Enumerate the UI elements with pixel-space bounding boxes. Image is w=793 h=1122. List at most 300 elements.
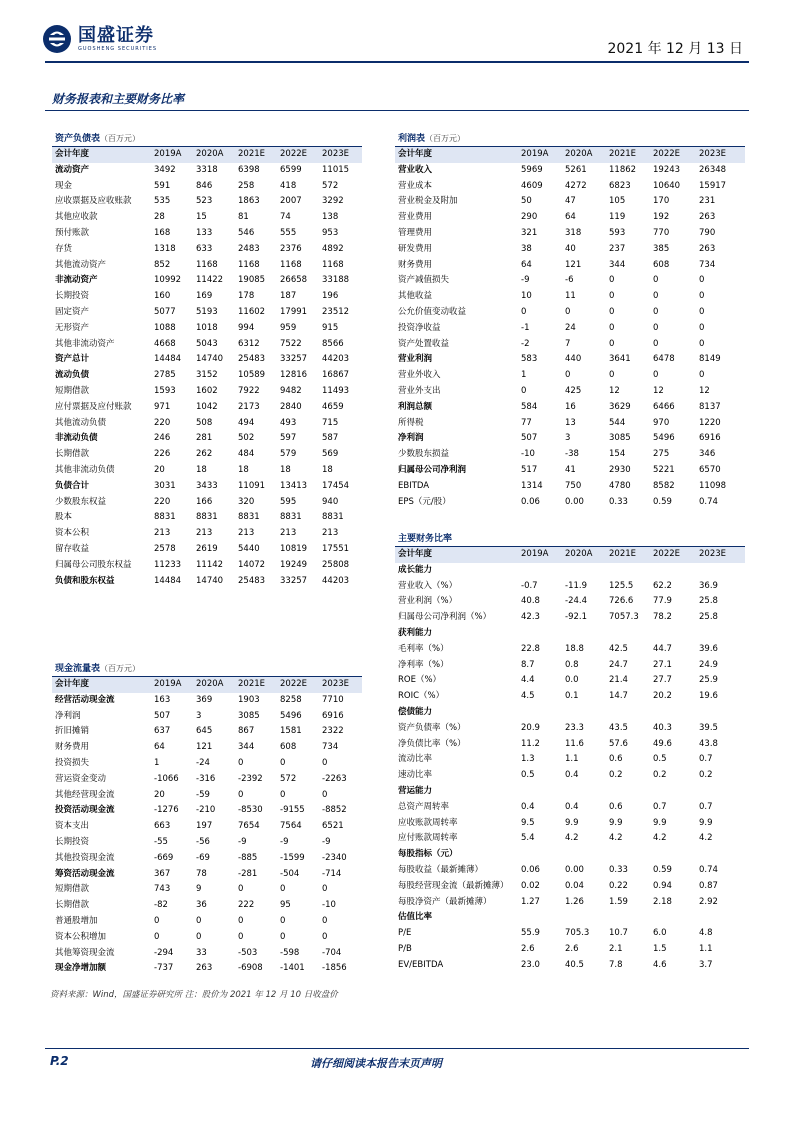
value-cell: 593 — [609, 227, 626, 238]
value-cell: 4.2 — [609, 833, 623, 844]
value-cell: 705.3 — [565, 928, 590, 939]
value-cell: 0.7 — [653, 801, 667, 812]
value-cell: 318 — [565, 227, 582, 238]
value-cell: 4668 — [154, 338, 176, 349]
table-row — [52, 352, 362, 368]
row-label-cell: 营运能力 — [398, 785, 433, 796]
table-row — [395, 194, 745, 210]
value-cell: 0.06 — [521, 496, 540, 507]
row-label-cell: 营业外支出 — [398, 385, 441, 396]
value-cell: 25483 — [238, 575, 266, 586]
row-label-cell: 短期借款 — [55, 884, 90, 895]
table-row — [395, 179, 745, 195]
value-cell: -714 — [322, 868, 342, 879]
table-row — [395, 305, 745, 321]
value-cell — [609, 563, 653, 579]
value-cell: 40 — [565, 243, 576, 254]
value-cell: 5193 — [196, 306, 218, 317]
table-row — [52, 447, 362, 463]
row-label-cell: 筹资活动现金流 — [55, 868, 115, 879]
value-cell: 18.8 — [565, 643, 584, 654]
value-cell: 846 — [196, 180, 213, 191]
value-cell: 1581 — [280, 726, 302, 737]
row-label-cell: 资产负债率（%） — [398, 722, 466, 733]
value-cell: 597 — [280, 433, 297, 444]
value-cell: 11862 — [609, 164, 637, 175]
value-cell: -1599 — [280, 852, 305, 863]
value-cell: -1276 — [154, 805, 179, 816]
value-cell: 25808 — [322, 559, 350, 570]
value-cell: 8831 — [280, 512, 302, 523]
disclaimer-text: 请仔细阅读本报告末页声明 — [310, 1057, 442, 1070]
value-cell: 2.18 — [653, 896, 672, 907]
table-row — [52, 321, 362, 337]
row-label-cell: EPS（元/股） — [398, 496, 451, 507]
value-cell: 0 — [238, 931, 244, 942]
value-cell: -1401 — [280, 963, 305, 974]
value-cell: 20.9 — [521, 722, 540, 733]
table-title-text: 利润表 — [398, 134, 426, 144]
value-cell: 213 — [322, 528, 339, 539]
header-year-cell: 2020A — [565, 549, 593, 559]
value-cell: 64 — [154, 742, 165, 753]
value-cell: 11422 — [196, 275, 224, 286]
value-cell: 11 — [565, 291, 576, 302]
value-cell: -82 — [154, 900, 168, 911]
value-cell: 213 — [196, 528, 213, 539]
value-cell: 726.6 — [609, 596, 634, 607]
value-cell — [699, 563, 745, 579]
value-cell: 1018 — [196, 322, 218, 333]
value-cell: -55 — [154, 836, 168, 847]
value-cell: 734 — [322, 742, 339, 753]
value-cell: 6570 — [699, 464, 721, 475]
report-date: 2021 年 12 月 13 日 — [607, 41, 743, 57]
row-label-cell: 营业外收入 — [398, 370, 441, 381]
value-cell — [609, 626, 653, 642]
value-cell: 0.33 — [609, 864, 628, 875]
value-cell: 24.7 — [609, 659, 628, 670]
value-cell: -9 — [280, 836, 289, 847]
table-header-row — [395, 547, 745, 563]
value-cell — [565, 563, 609, 579]
value-cell — [609, 847, 653, 863]
value-cell: 4.4 — [521, 675, 535, 686]
table-row — [395, 831, 745, 847]
header-label-cell: 会计年度 — [398, 149, 433, 159]
value-cell: 1863 — [238, 196, 260, 207]
value-cell: -2340 — [322, 852, 347, 863]
value-cell: 36.9 — [699, 580, 718, 591]
value-cell: 74 — [280, 212, 291, 223]
value-cell: 0.74 — [699, 496, 718, 507]
value-cell: 555 — [280, 227, 297, 238]
value-cell: 11015 — [322, 164, 350, 175]
table-row — [52, 851, 362, 867]
value-cell: 2578 — [154, 543, 176, 554]
header-year-cell: 2020A — [196, 679, 224, 689]
table-row — [52, 961, 362, 977]
value-cell: 10640 — [653, 180, 681, 191]
value-cell: 734 — [699, 259, 716, 270]
value-cell: 7654 — [238, 821, 260, 832]
value-cell: 12 — [653, 385, 664, 396]
value-cell: 16867 — [322, 370, 350, 381]
row-label-cell: 非流动负债 — [55, 433, 98, 444]
value-cell — [521, 910, 565, 926]
row-label-cell: 长期投资 — [55, 836, 90, 847]
table-row — [52, 724, 362, 740]
value-cell: 125.5 — [609, 580, 634, 591]
value-cell: 27.1 — [653, 659, 672, 670]
row-label-cell: 长期投资 — [55, 291, 90, 302]
header-year-cell: 2022E — [653, 549, 681, 559]
balance-sheet-table — [52, 132, 362, 589]
header-year-cell: 2020A — [565, 149, 593, 159]
value-cell: -56 — [196, 836, 210, 847]
header-year-cell: 2023E — [322, 149, 350, 159]
header-year-cell: 2019A — [154, 679, 182, 689]
row-label-cell: 净负债比率（%） — [398, 738, 466, 749]
row-label-cell: 其他非流动负债 — [55, 464, 115, 475]
value-cell: 0.7 — [699, 801, 713, 812]
value-cell: -24.4 — [565, 596, 587, 607]
value-cell: 290 — [521, 212, 538, 223]
row-label-cell: P/B — [398, 943, 412, 954]
table-row — [395, 431, 745, 447]
value-cell: 535 — [154, 196, 171, 207]
value-cell: 226 — [154, 449, 171, 460]
value-cell: 0.4 — [521, 801, 535, 812]
value-cell: 0.4 — [565, 801, 579, 812]
value-cell: 8582 — [653, 480, 675, 491]
value-cell: 231 — [699, 196, 716, 207]
table-row — [52, 479, 362, 495]
row-label-cell: 偿债能力 — [398, 706, 433, 717]
value-cell — [699, 784, 745, 800]
header-year-cell: 2019A — [154, 149, 182, 159]
value-cell: 852 — [154, 259, 171, 270]
row-label-cell: 流动比率 — [398, 754, 433, 765]
row-label-cell: EV/EBITDA — [398, 959, 444, 970]
row-label-cell: 其他应收款 — [55, 212, 98, 223]
value-cell: 213 — [238, 528, 255, 539]
row-label-cell: ROIC（%） — [398, 691, 445, 702]
value-cell: 77 — [521, 417, 532, 428]
value-cell: 1168 — [322, 259, 344, 270]
row-label-cell: 经营活动现金流 — [55, 694, 115, 705]
value-cell: 25483 — [238, 354, 266, 365]
value-cell: 0.87 — [699, 880, 718, 891]
value-cell: 154 — [609, 449, 626, 460]
value-cell: 12816 — [280, 370, 308, 381]
value-cell: 11.2 — [521, 738, 540, 749]
table-row — [52, 772, 362, 788]
value-cell: -11.9 — [565, 580, 587, 591]
value-cell: 608 — [280, 742, 297, 753]
value-cell: 11.6 — [565, 738, 584, 749]
header-year-cell: 2019A — [521, 549, 549, 559]
row-label-cell: 资产处置收益 — [398, 338, 450, 349]
value-cell: 715 — [322, 417, 339, 428]
table-row — [52, 803, 362, 819]
table-row — [52, 882, 362, 898]
row-label-cell: 资本公积 — [55, 528, 90, 539]
value-cell: -1 — [521, 322, 530, 333]
value-cell — [609, 705, 653, 721]
value-cell: 275 — [653, 449, 670, 460]
value-cell: 9.9 — [609, 817, 623, 828]
table-header-row — [395, 147, 745, 163]
value-cell: -9155 — [280, 805, 305, 816]
value-cell: 6916 — [322, 710, 344, 721]
table-row — [395, 610, 745, 626]
table-row — [52, 495, 362, 511]
value-cell: 344 — [609, 259, 626, 270]
value-cell: 7522 — [280, 338, 302, 349]
table-header-row — [52, 147, 362, 163]
value-cell: 608 — [653, 259, 670, 270]
value-cell: 0 — [609, 338, 615, 349]
value-cell: 36 — [196, 900, 207, 911]
row-label-cell: 获利能力 — [398, 627, 433, 638]
header-year-cell: 2021E — [609, 149, 637, 159]
value-cell: 14484 — [154, 575, 182, 586]
table-row — [52, 163, 362, 179]
value-cell: 0 — [280, 884, 286, 895]
value-cell: 23.3 — [565, 722, 584, 733]
table-row — [52, 463, 362, 479]
table-row — [395, 784, 745, 800]
table-row — [395, 958, 745, 974]
value-cell: 4609 — [521, 180, 543, 191]
table-row — [395, 689, 745, 705]
table-row — [395, 352, 745, 368]
value-cell: 169 — [196, 291, 213, 302]
table-title-text: 主要财务比率 — [398, 534, 453, 544]
value-cell: 5043 — [196, 338, 218, 349]
value-cell — [565, 910, 609, 926]
value-cell: 12 — [609, 385, 620, 396]
table-row — [395, 800, 745, 816]
header-year-cell: 2023E — [699, 549, 727, 559]
value-cell: 57.6 — [609, 738, 628, 749]
value-cell: 121 — [196, 742, 213, 753]
value-cell: 8831 — [154, 512, 176, 523]
value-cell: 587 — [322, 433, 339, 444]
table-row — [395, 879, 745, 895]
value-cell: 1042 — [196, 401, 218, 412]
value-cell: 0 — [280, 931, 286, 942]
value-cell: 1.27 — [521, 896, 540, 907]
value-cell: -10 — [322, 900, 336, 911]
value-cell: 64 — [565, 212, 576, 223]
row-label-cell: 公允价值变动收益 — [398, 306, 467, 317]
value-cell: 1088 — [154, 322, 176, 333]
table-row — [52, 930, 362, 946]
value-cell: 170 — [653, 196, 670, 207]
value-cell: 0 — [154, 931, 160, 942]
row-label-cell: 投资损失 — [55, 757, 90, 768]
value-cell: 508 — [196, 417, 213, 428]
value-cell: 6312 — [238, 338, 260, 349]
value-cell: 166 — [196, 496, 213, 507]
table-unit: （百万元） — [100, 664, 141, 673]
table-row — [395, 768, 745, 784]
income-statement-table — [395, 132, 745, 510]
value-cell: -504 — [280, 868, 300, 879]
value-cell: 14740 — [196, 354, 224, 365]
value-cell: -885 — [238, 852, 258, 863]
value-cell: 5496 — [280, 710, 302, 721]
value-cell: 0 — [238, 757, 244, 768]
value-cell: 16 — [565, 401, 576, 412]
value-cell: 1318 — [154, 243, 176, 254]
value-cell: 44.7 — [653, 643, 672, 654]
value-cell: 0 — [609, 370, 615, 381]
value-cell: -9 — [521, 275, 530, 286]
table-title — [395, 532, 745, 546]
value-cell: 187 — [280, 291, 297, 302]
company-logo — [42, 24, 157, 54]
value-cell: 0 — [322, 757, 328, 768]
row-label-cell: 其他投资现金流 — [55, 852, 115, 863]
row-label-cell: 其他筹资现金流 — [55, 947, 115, 958]
table-row — [395, 579, 745, 595]
value-cell: 40.8 — [521, 596, 540, 607]
table-unit: （百万元） — [425, 134, 466, 143]
value-cell: 44203 — [322, 575, 350, 586]
row-label-cell: 其他流动资产 — [55, 259, 107, 270]
value-cell: 62.2 — [653, 580, 672, 591]
row-label-cell: 净利润 — [55, 710, 81, 721]
value-cell: 15 — [196, 212, 207, 223]
value-cell: -316 — [196, 773, 216, 784]
value-cell: -598 — [280, 947, 300, 958]
table-row — [52, 400, 362, 416]
value-cell: 0 — [322, 915, 328, 926]
header-year-cell: 2023E — [699, 149, 727, 159]
value-cell: 507 — [154, 710, 171, 721]
value-cell: 3152 — [196, 370, 218, 381]
row-label-cell: 研发费用 — [398, 243, 433, 254]
value-cell: -6 — [565, 275, 574, 286]
row-label-cell: 投资活动现金流 — [55, 805, 115, 816]
value-cell: 572 — [322, 180, 339, 191]
key-ratios-table — [395, 532, 745, 974]
table-row — [52, 179, 362, 195]
row-label-cell: 留存收益 — [55, 543, 90, 554]
value-cell: 81 — [238, 212, 249, 223]
value-cell: 262 — [196, 449, 213, 460]
table-unit: （百万元） — [100, 134, 141, 143]
table-row — [395, 226, 745, 242]
value-cell: 19249 — [280, 559, 308, 570]
value-cell: 220 — [154, 496, 171, 507]
table-title — [52, 662, 362, 676]
row-label-cell: 财务费用 — [55, 742, 90, 753]
value-cell: 0.5 — [521, 770, 535, 781]
value-cell: 970 — [653, 417, 670, 428]
table-row — [395, 863, 745, 879]
value-cell: 10 — [521, 291, 532, 302]
value-cell: 25.9 — [699, 675, 718, 686]
value-cell: 346 — [699, 449, 716, 460]
value-cell: 7564 — [280, 821, 302, 832]
value-cell: 1220 — [699, 417, 721, 428]
table-row — [52, 693, 362, 709]
value-cell: 0 — [280, 757, 286, 768]
value-cell: 55.9 — [521, 928, 540, 939]
value-cell: 4.2 — [565, 833, 579, 844]
value-cell: 24 — [565, 322, 576, 333]
value-cell: 6521 — [322, 821, 344, 832]
value-cell — [565, 705, 609, 721]
value-cell: 237 — [609, 243, 626, 254]
row-label-cell: 股本 — [55, 512, 73, 523]
table-title — [52, 132, 362, 146]
value-cell: 33188 — [322, 275, 350, 286]
value-cell: 246 — [154, 433, 171, 444]
table-title-text: 资产负债表 — [55, 134, 101, 144]
row-label-cell: 总资产周转率 — [398, 801, 450, 812]
table-row — [395, 495, 745, 511]
value-cell — [653, 563, 699, 579]
value-cell: 0.8 — [565, 659, 579, 670]
row-label-cell: 无形资产 — [55, 322, 90, 333]
value-cell: 1314 — [521, 480, 543, 491]
value-cell: 7710 — [322, 694, 344, 705]
value-cell: 8831 — [238, 512, 260, 523]
value-cell: 959 — [280, 322, 297, 333]
value-cell: 940 — [322, 496, 339, 507]
value-cell: 43.5 — [609, 722, 628, 733]
value-cell: 22.8 — [521, 643, 540, 654]
row-label-cell: 折旧摊销 — [55, 726, 90, 737]
value-cell: 583 — [521, 354, 538, 365]
value-cell: 197 — [196, 821, 213, 832]
value-cell: 14740 — [196, 575, 224, 586]
row-label-cell: 其他收益 — [398, 291, 433, 302]
table-row — [395, 463, 745, 479]
table-row — [52, 305, 362, 321]
value-cell: 770 — [653, 227, 670, 238]
row-label-cell: 净利率（%） — [398, 659, 449, 670]
row-label-cell: 长期借款 — [55, 449, 90, 460]
row-label-cell: 每股净资产（最新摊薄） — [398, 896, 492, 907]
value-cell: 17991 — [280, 306, 308, 317]
header-year-cell: 2019A — [521, 149, 549, 159]
value-cell: 4.2 — [653, 833, 667, 844]
value-cell: 0.7 — [699, 754, 713, 765]
value-cell: 4.6 — [653, 959, 667, 970]
value-cell: 0.1 — [565, 691, 579, 702]
header-year-cell: 2021E — [609, 549, 637, 559]
table-row — [395, 416, 745, 432]
row-label-cell: 非流动资产 — [55, 275, 98, 286]
row-label-cell: 负债和股东权益 — [55, 575, 115, 586]
value-cell: 9.5 — [521, 817, 535, 828]
value-cell: 13413 — [280, 480, 308, 491]
value-cell: -737 — [154, 963, 174, 974]
value-cell: 119 — [609, 212, 626, 223]
row-label-cell: 现金净增加额 — [55, 963, 107, 974]
table-row — [395, 642, 745, 658]
value-cell: 0.00 — [565, 864, 584, 875]
value-cell: 9482 — [280, 385, 302, 396]
value-cell: 6478 — [653, 354, 675, 365]
value-cell: 42.5 — [609, 643, 628, 654]
